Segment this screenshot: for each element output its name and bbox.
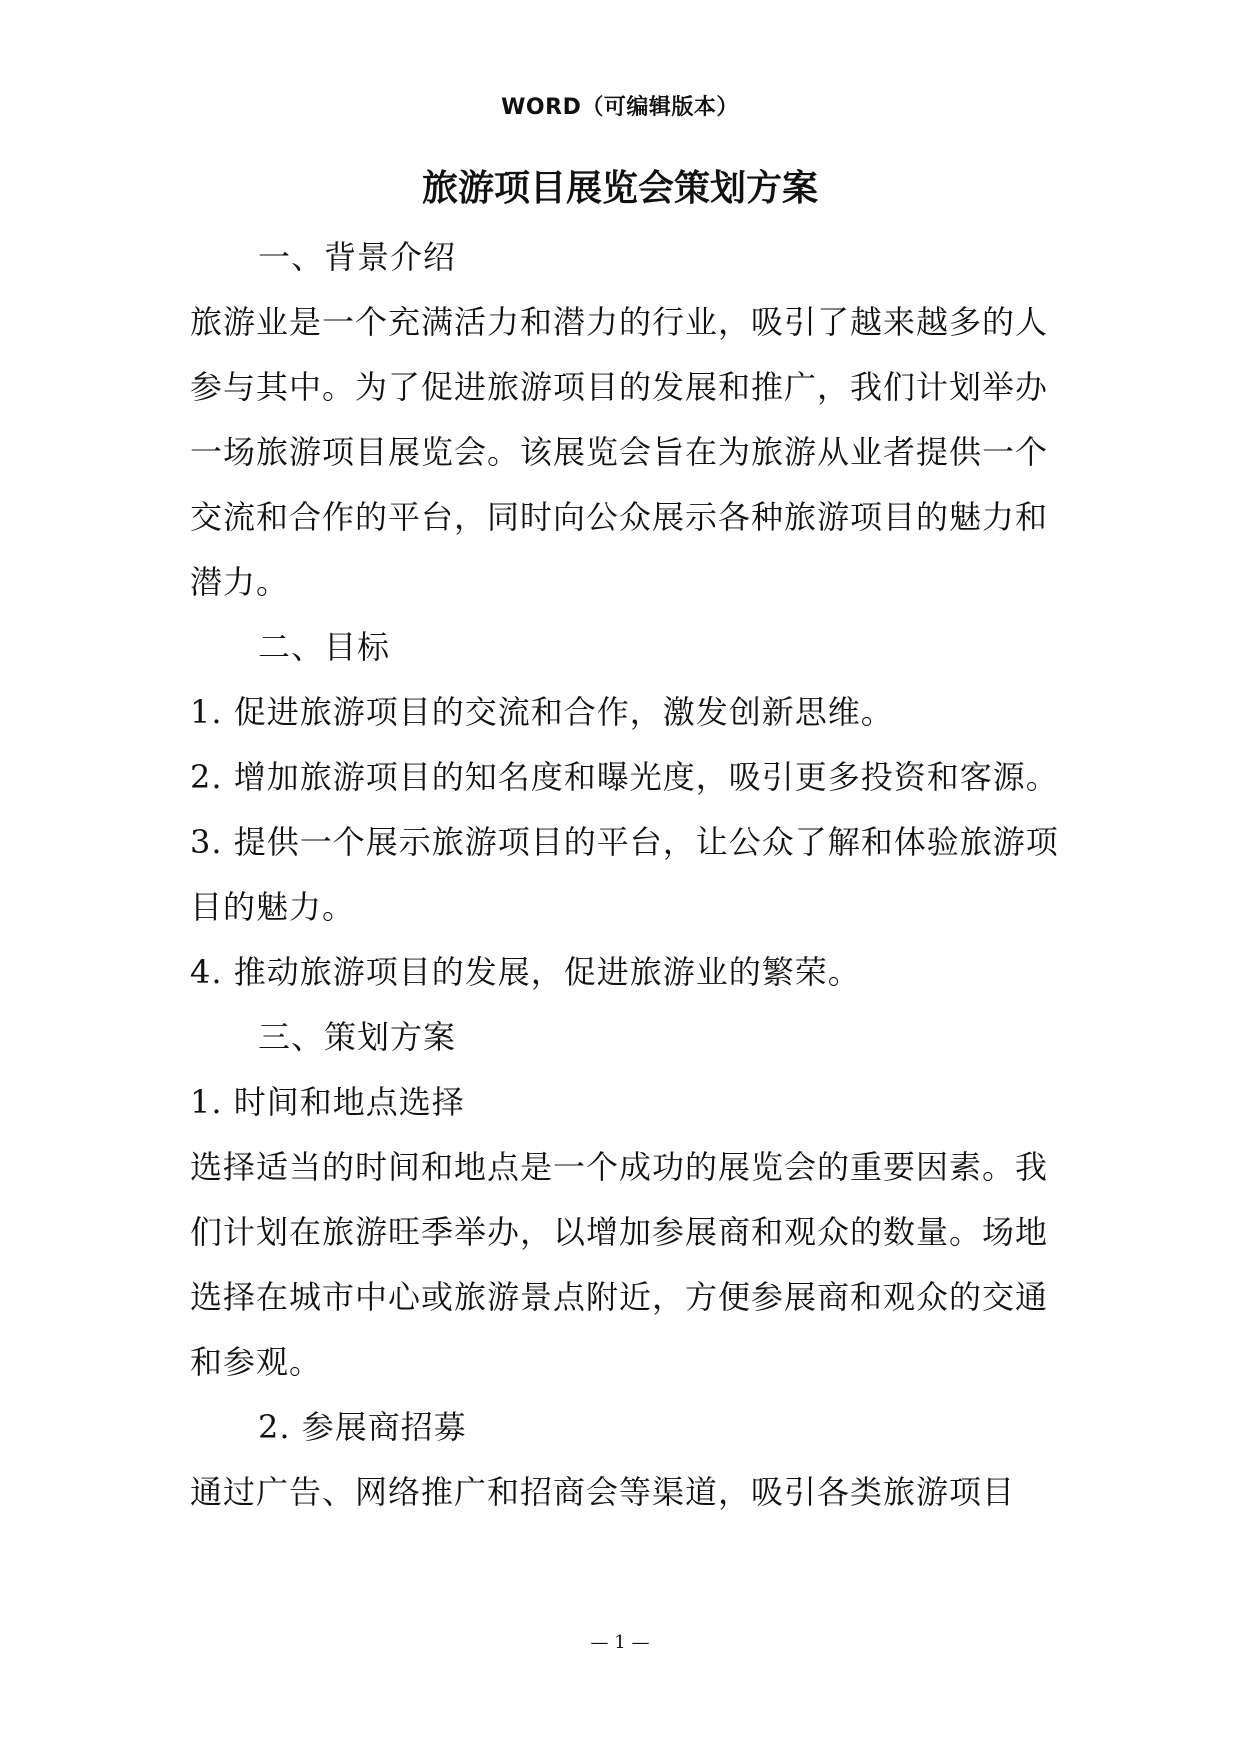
- exhibitor-recruitment-paragraph: 通过广告、网络推广和招商会等渠道，吸引各类旅游项目: [190, 1473, 1016, 1511]
- time-location-paragraph: 选择适当的时间和地点是一个成功的展览会的重要因素。我们计划在旅游旺季举办，以增加参展商和观众的数量。场地选择在城市中心或旅游景点附近，方便参展商和观众的交通和参观。: [190, 1148, 1049, 1381]
- subheading-time-location: 1. 时间和地点选择: [190, 1083, 465, 1121]
- goal-item-2: 2. 增加旅游项目的知名度和曝光度，吸引更多投资和客源。: [190, 758, 1059, 796]
- page-number: — 1 —: [590, 1632, 650, 1653]
- document-body: [190, 225, 1070, 1525]
- section-heading-goals: 二、目标: [258, 628, 391, 666]
- goal-item-1: 1. 促进旅游项目的交流和合作，激发创新思维。: [190, 693, 894, 731]
- goal-item-3: 3. 提供一个展示旅游项目的平台，让公众了解和体验旅游项目的魅力。: [190, 823, 1059, 926]
- subheading-exhibitor-recruitment: 2. 参展商招募: [258, 1408, 467, 1446]
- goal-item-4: 4. 推动旅游项目的发展，促进旅游业的繁荣。: [190, 953, 861, 991]
- document-title: 旅游项目展览会策划方案: [421, 167, 818, 209]
- section-heading-background: 一、背景介绍: [258, 238, 457, 276]
- editable-version-tag: WORD（可编辑版本）: [501, 95, 739, 120]
- background-paragraph: 旅游业是一个充满活力和潜力的行业，吸引了越来越多的人参与其中。为了促进旅游项目的发展和推广，我们计划举办一场旅游项目展览会。该展览会旨在为旅游从业者提供一个交流和合作的平台，同时向公众展示各种旅游项目的魅力和潜力。: [190, 303, 1049, 601]
- section-heading-plan: 三、策划方案: [258, 1018, 457, 1056]
